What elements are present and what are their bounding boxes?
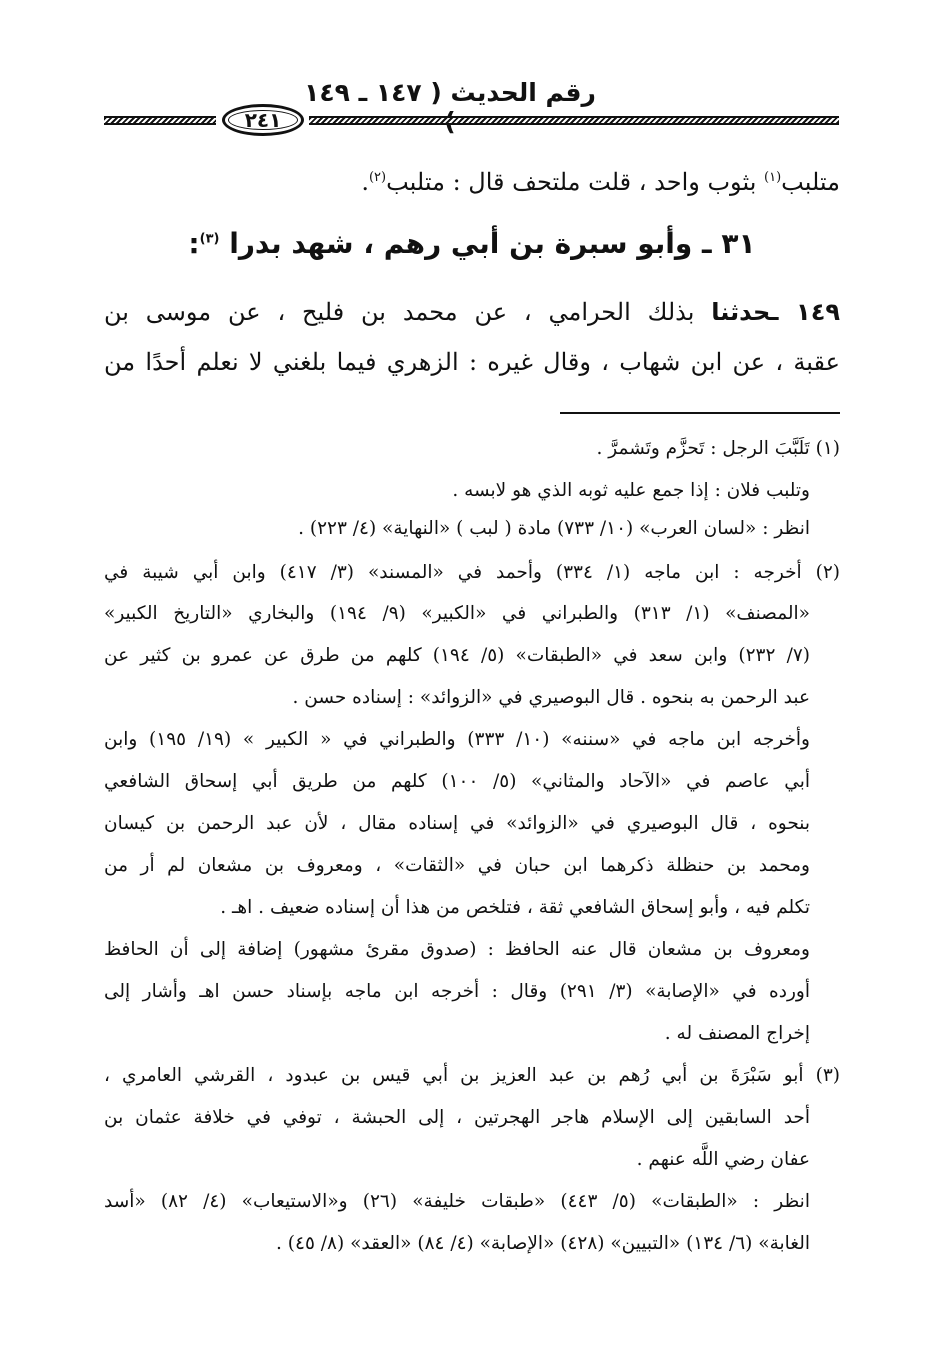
page-number-badge: ٢٤١ (222, 104, 304, 136)
footnote-line: عفان رضي اللَّه عنهم . (636, 1149, 810, 1170)
footnote-line: (١) تَلَبَّبَ الرجل : تَحزَّم وتَشمرَّ . (596, 438, 840, 459)
footnote-line: (٣) أبو سَبْرَةَ بن أبي رُهم بن عبد العزيز بن أبي قيس بن عبدود ، القرشي العامري ، (104, 1065, 840, 1086)
body-line-1: متلبب$^{(١)}$ بثوب واحد ، قلت ملتحف قال : متلبب$^{(٢)}$. (361, 168, 840, 196)
footnote-line: «المصنف» (١/ ٣١٣) والطبراني في «الكبير» (٩/ ١٩٤) والبخاري «التاريخ الكبير» (104, 603, 810, 624)
footnote-line: (٢) أخرجه : ابن ماجه (١/ ٣٣٤) وأحمد في «المسند» (٣/ ٤١٧) وابن أبي شيبة في (104, 562, 840, 583)
footnote-line: بنحوه ، قال البوصيري في «الزوائد» في إسناده مقال ، لأن عبد الرحمن بن كيسان (104, 813, 810, 834)
footnote-line: (٧/ ٢٣٢) وابن سعد في «الطبقات» (٥/ ١٩٤) كلهم من طرق عن عمرو بن كثير عن (104, 645, 810, 666)
chapter-heading: ٣١ ـ وأبو سبرة بن أبي رهم ، شهد بدرا $^{(٣)}$: (188, 227, 756, 260)
hadith-line-2: عقبة ، عن ابن شهاب ، وقال غيره : الزهري فيما بلغني لا نعلم أحدًا من (104, 348, 840, 376)
footnote-ref-2[interactable]: (٢) (368, 170, 387, 185)
footnote-line: إخراج المصنف له . (664, 1023, 810, 1044)
running-header-title: رقم الحديث ( ١٤٧ ـ ١٤٩ (304, 78, 596, 107)
footnote-line: وتلبب فلان : إذا جمع عليه ثوبه الذي هو لابسه . (452, 480, 810, 501)
footnote-ref-3[interactable]: (٣) (199, 231, 220, 247)
footnote-line: وأخرجه ابن ماجه في «سننه» (١٠/ ٣٣٣) والطبراني في « الكبير » (١٩/ ١٩٥) وابن (104, 729, 810, 750)
footnote-line: عبد الرحمن به بنحوه . قال البوصيري في «الزوائد» : إسناده حسن . (292, 687, 810, 708)
footnote-line: ومحمد بن حنظلة ذكرهما ابن حبان في «الثقات» ، ومعروف بن مشعان لم أر من (104, 855, 810, 876)
footnote-line: أبي عاصم في «الآحاد والمثاني» (٥/ ١٠٠) كلهم من طريق أبي إسحاق الشافعي (104, 771, 810, 792)
footnote-ref-1[interactable]: (١) (764, 170, 782, 185)
footnote-line: انظر : «الطبقات» (٥/ ٤٤٣) «طبقات خليفة» (٢٦) و«الاستيعاب» (٤/ ٨٢) «أسد (104, 1191, 810, 1212)
hadith-number: ١٤٩ ـ (770, 298, 840, 326)
header-rule-left (104, 116, 216, 125)
footnote-line: انظر : «لسان العرب» (١٠/ ٧٣٣) مادة ( لبب ) «النهاية» (٤/ ٢٢٣) . (298, 518, 810, 539)
hadith-line-1: ١٤٩ ـحدثنا بذلك الحرامي ، عن محمد بن فليح ، عن موسى بن (104, 298, 840, 326)
footnote-separator (560, 412, 840, 414)
footnote-line: أحد السابقين إلى الإسلام هاجر الهجرتين ، إلى الحبشة ، توفي في خلافة عثمان بن (104, 1107, 810, 1128)
footnote-line: أورده في «الإصابة» (٣/ ٢٩١) وقال : أخرجه ابن ماجه بإسناد حسن اهـ وأشار إلى (104, 981, 810, 1002)
footnote-line: تكلم فيه ، وأبو إسحاق الشافعي ثقة ، فتلخص من هذا أن إسناده ضعيف . اهـ . (220, 897, 810, 918)
footnote-line: الغابة» (٦/ ١٣٤) «التبيين» (٤٢٨) «الإصابة» (٤/ ٨٤) «العقد» (٨/ ٤٥) . (276, 1233, 810, 1254)
footnote-line: ومعروف بن مشعان قال عنه الحافظ : (صدوق مقرئ مشهور) إضافة إلى أن الحافظ (104, 939, 810, 960)
header-rule-right (309, 116, 839, 125)
